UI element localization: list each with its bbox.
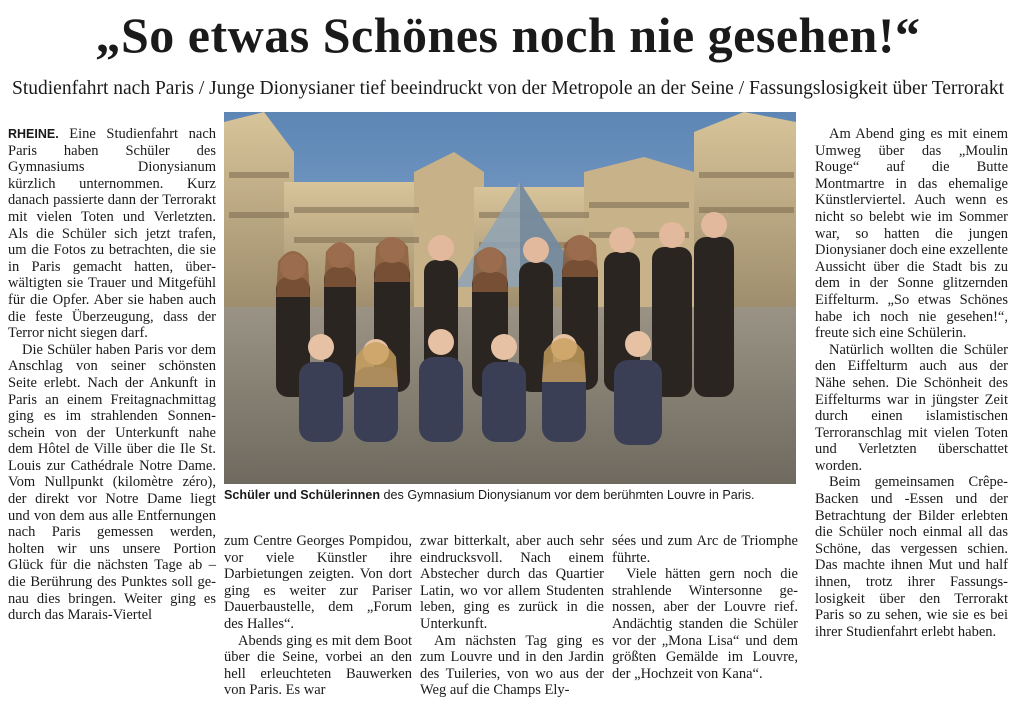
louvre-group-photo: [224, 112, 796, 484]
paragraph: Abends ging es mit dem Boot über die Seine, vorbei an den hell erleuchteten Bauwerken von Paris. Es war: [224, 632, 412, 699]
article-column-3: [420, 533, 604, 699]
photo-caption: [224, 486, 796, 504]
subheadline: Studienfahrt nach Paris / Junge Dionysianer tief beeindruckt von der Metropole an der Seine / Fassungslosigkeit über Terrorakt: [12, 78, 1004, 99]
paragraph: [8, 126, 216, 342]
dateline: RHEINE.: [8, 127, 59, 141]
photo-illustration: [224, 112, 796, 484]
article-column-2: [224, 533, 412, 699]
paragraph: Am Abend ging es mit einem Umweg über das „Moulin Rouge“ auf die Butte Montmartre in das ehemalige Künstlerviertel. Auch wenn es nicht so belebt wie im Sommer war, so hatten die jungen Dionysianer doch eine exzellente Aussicht über die Stadt bis zu dem in der Sonne glitzernden Eiffelturm. „So etwas Schönes habe ich noch nie gesehen!“, freute sich eine Schülerin.: [815, 126, 1008, 342]
article-column-5: [815, 126, 1008, 640]
paragraph: zwar bitterkalt, aber auch sehr eindrucksvoll. Nach einem Abstecher durch das Quartier Latin, wo vor allem Studenten leben, ging es zurück in die Unterkunft.: [420, 533, 604, 632]
paragraph: sées und zum Arc de Triomphe führte.: [612, 533, 798, 566]
article-column-1: [8, 126, 216, 624]
paragraph: Beim gemeinsamen Crêpe-Backen und -Essen und der Betrachtung der Bilder erlebten die Schüler noch einmal all das Schöne, das vergessen schien. Das machte ihnen Mut und half ihnen, trotz ihrer Fassungslosigkeit über den Terrorakt Paris so zu sehen, wie sie es bei ihrer Studienfahrt erlebt haben.: [815, 474, 1008, 640]
caption-text: des Gymnasium Dionysianum vor dem berühmten Louvre in Paris.: [380, 488, 755, 502]
article-column-4: [612, 533, 798, 682]
paragraph: Natürlich wollten die Schüler den Eiffelturm auch aus der Nähe sehen. Die Schönheit des Eiffelturms war in jüngster Zeit durch einen islamistischen Terroranschlag mit vielen Toten und Verletzten überschattet worden.: [815, 341, 1008, 474]
paragraph: Am nächsten Tag ging es zum Louvre und in den Jardin des Tuileries, von wo aus der Weg auf die Champs Ely-: [420, 632, 604, 699]
paragraph: Viele hätten gern noch die strahlende Wintersonne genossen, aber der Louvre rief. Andächtig standen die Schüler vor der „Mona Lisa“ und dem größten Gemälde im Louvre, der „Hochzeit von Kana“.: [612, 566, 798, 682]
paragraph-text: Eine Studienfahrt nach Paris haben Schüler des Gymnasiums Dionysianum kürzlich unternommen. Kurz danach passierte dann der Terrorakt mit vielen Toten und Verletzten. Als die Schüler sich jetzt trafen, um die Fotos zu betrachten, die sie in Paris gemacht hatten, überwältigten sie Trauer und Mitgefühl für die Opfer. Aber sie haben auch die feste Überzeugung, dass der Terror nicht siegen darf.: [8, 126, 217, 342]
caption-bold: Schüler und Schülerinnen: [224, 488, 381, 502]
paragraph: Die Schüler haben Paris vor dem Anschlag von seiner schönsten Seite erlebt. Nach der Ankunft in Paris an einem Freitagnachmittag ging es im strahlenden Sonnenschein von der Unterkunft nahe dem Hôtel de Ville über die Ile St. Louis zur Cathédrale Notre Dame. Vom Nullpunkt (kilomètre zéro), der direkt vor Notre Dame liegt und von dem aus alle Entfernungen nach Paris gemessen werden, holten wir uns unsere Portion Glück für die nächsten Tage ab – die Berührung des Punktes soll genau dies bringen. Weiter ging es durch das Marais-Viertel: [8, 341, 216, 624]
paragraph: zum Centre Georges Pompidou, vor viele Künstler ihre Darbietungen zeigten. Von dort ging es weiter zur Pariser Dauerbaustelle, dem „Forum des Halles“.: [224, 533, 412, 632]
headline: „So etwas Schönes noch nie gesehen!“: [95, 7, 921, 63]
